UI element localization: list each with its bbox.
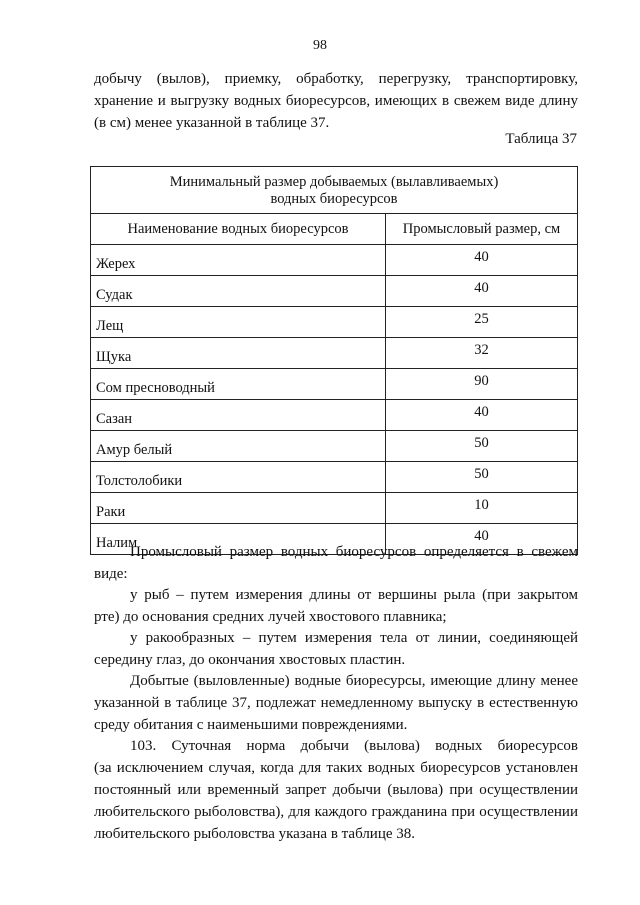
paragraph-103 [94,735,578,845]
intro-line: добычу (вылов), приемку, обработку, перегрузку, транспортировку, [94,71,578,87]
table-row [91,462,578,493]
size-value: 10 [386,493,578,524]
table-row [91,431,578,462]
species-name: Судак [91,276,386,307]
intro-line: (в см) менее указанной в таблице 37. [94,115,330,131]
paragraph-line: рте) до основания средних лучей хвостового плавника; [94,609,447,625]
paragraph-line: 103. Суточная норма добычи (вылова) водных биоресурсов [130,738,578,754]
paragraph-line: Добытые (выловленные) водные биоресурсы, имеющие длину менее [130,673,578,689]
table-row [91,307,578,338]
table-row [91,245,578,276]
species-name: Сом пресноводный [91,369,386,400]
table-caption: Таблица 37 [505,131,577,147]
paragraph-line: указанной в таблице 37, подлежат немедленному выпуску в естественную [94,695,578,711]
table-row [91,493,578,524]
intro-paragraph [94,68,578,134]
size-value: 50 [386,462,578,493]
intro-line: хранение и выгрузку водных биоресурсов, имеющих в свежем виде длину [94,93,578,109]
size-value: 32 [386,338,578,369]
paragraph-fish [94,584,578,628]
paragraph-line: у рыб – путем измерения длины от вершины рыла (при закрытом [130,587,578,603]
species-name: Амур белый [91,431,386,462]
size-value: 90 [386,369,578,400]
column-header-size: Промысловый размер, см [386,214,578,245]
table-title [91,167,578,214]
species-name: Щука [91,338,386,369]
paragraph-line: виде: [94,566,128,582]
table-title-line: Минимальный размер добываемых (вылавливаемых) [169,174,499,190]
size-value: 40 [386,400,578,431]
species-name: Налим [91,524,386,555]
table-title-line: водных биоресурсов [270,191,398,207]
column-header-name: Наименование водных биоресурсов [91,214,386,245]
species-name: Раки [91,493,386,524]
size-value: 25 [386,307,578,338]
size-value: 40 [386,276,578,307]
paragraph-line: среду обитания с наименьшими повреждениями. [94,717,408,733]
paragraph-line: (за исключением случая, когда для таких водных биоресурсов установлен [94,760,578,776]
page-number: 98 [313,38,327,53]
table-row [91,338,578,369]
paragraph-release [94,670,578,736]
paragraph-definition [94,541,578,585]
paragraph-line: постоянный или временный запрет добычи (вылова) при осуществлении [94,782,578,798]
paragraph-crustaceans [94,627,578,671]
species-name: Жерех [91,245,386,276]
species-name: Толстолобики [91,462,386,493]
min-size-table [90,166,578,555]
table-row [91,369,578,400]
table-row [91,276,578,307]
paragraph-line: у ракообразных – путем измерения тела от линии, соединяющей [130,630,578,646]
size-value: 50 [386,431,578,462]
paragraph-line: середину глаз, до окончания хвостовых пластин. [94,652,406,668]
paragraph-line: Промысловый размер водных биоресурсов определяется в свежем [130,544,578,560]
paragraph-line: любительского рыболовства указана в таблице 38. [94,826,416,842]
size-value: 40 [386,524,578,555]
species-name: Сазан [91,400,386,431]
species-name: Лещ [91,307,386,338]
size-value: 40 [386,245,578,276]
table-row [91,400,578,431]
paragraph-line: любительского рыболовства), для каждого гражданина при осуществлении [94,804,578,820]
